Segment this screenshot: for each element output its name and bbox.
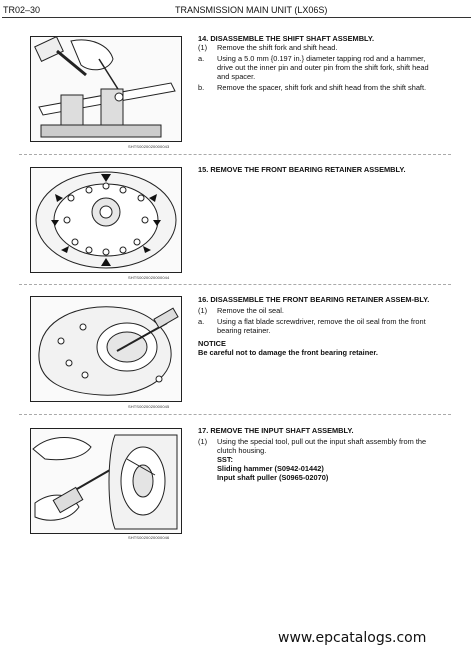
input-shaft-removal-illustration: [30, 428, 182, 534]
step-heading: 14. DISASSEMBLE THE SHIFT SHAFT ASSEMBLY.: [198, 34, 375, 43]
section-divider: [19, 154, 451, 155]
step-item: (1) Using the special tool, pull out the input shaft assembly from the clutch housing.: [198, 437, 427, 455]
notice-label: NOTICE: [198, 339, 226, 348]
section-divider: [19, 284, 451, 285]
sst-label-row: SST:: [217, 455, 234, 464]
oil-seal-removal-illustration: [30, 296, 182, 402]
watermark: www.epcatalogs.com: [278, 630, 427, 646]
step-15: [198, 165, 438, 174]
notice-text: Be careful not to damage the front bearing retainer.: [198, 348, 378, 357]
step-item: a. Using a flat blade screwdriver, remove the oil seal from the front bearing retainer.: [198, 317, 426, 335]
step-heading: 15. REMOVE THE FRONT BEARING RETAINER ASSEMBLY.: [198, 165, 406, 174]
step-14: [198, 34, 438, 92]
step-heading: 16. DISASSEMBLE THE FRONT BEARING RETAINER ASSEM-BLY.: [198, 295, 430, 304]
section-divider: [19, 414, 451, 415]
step-heading: 17. REMOVE THE INPUT SHAFT ASSEMBLY.: [198, 426, 354, 435]
page-number: TR02–30: [3, 5, 41, 15]
step-17: [198, 426, 438, 482]
figure-code: SHTS0020020000044: [128, 275, 170, 280]
figure-code: SHTS0020020000043: [128, 144, 170, 149]
header-rule: [2, 17, 471, 18]
sst-tool: Input shaft puller (S0965-02070): [217, 473, 329, 482]
front-bearing-retainer-illustration: [30, 167, 182, 273]
shift-shaft-illustration: [30, 36, 182, 142]
figure-code: SHTS0020020000045: [128, 404, 170, 409]
step-item: (1) Remove the oil seal.: [198, 306, 284, 315]
figure-code: SHTS0020020000046: [128, 535, 170, 540]
step-item: b. Remove the spacer, shift fork and shift head from the shift shaft.: [198, 83, 427, 92]
sst-tool: Sliding hammer (S0942-01442): [217, 464, 324, 473]
page-title: TRANSMISSION MAIN UNIT (LX06S): [175, 5, 328, 15]
step-item: a. Using a 5.0 mm {0.197 in.} diameter tapping rod and a hammer, drive out the inner pin and outer pin from the shift fork, shift head and spacer.: [198, 54, 429, 81]
step-16: [198, 295, 438, 357]
step-item: (1) Remove the shift fork and shift head.: [198, 43, 338, 52]
